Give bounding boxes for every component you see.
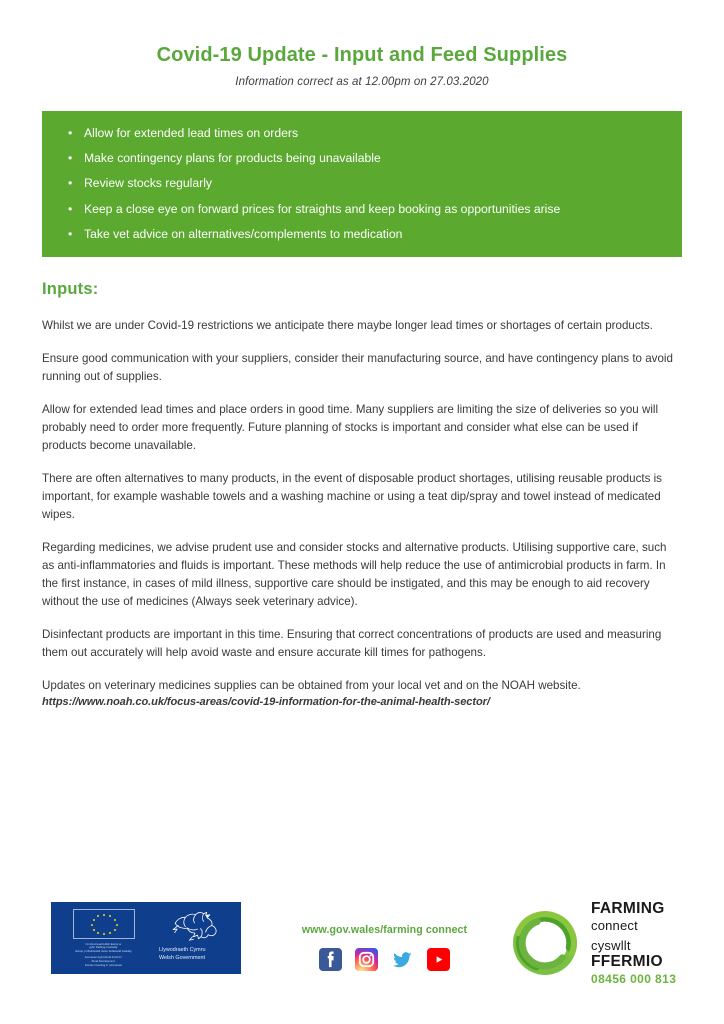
page-subtitle: Information correct as at 12.00pm on 27.03.2020 <box>235 76 489 88</box>
welsh-government-name-cy: Llywodraeth Cymru <box>159 947 206 953</box>
bullet-icon: • <box>68 151 73 166</box>
eu-caption-line: Ewrop yn Buddsoddi mewn Ardaloedd Gwledig <box>75 950 132 953</box>
facebook-icon[interactable] <box>319 948 342 971</box>
body-paragraph: Regarding medicines, we advise prudent use and consider stocks and alternative products. Utilising supportive care, such as anti-inflammatories and fluids is important. These methods will help reduce the use of antimicrobial products in farm. In the first instance, in cases of mild illness, supportive care should be instigated, and this may be enough to aid recovery without the use of medicines (Always seek veterinary advice). <box>42 540 667 608</box>
welsh-dragon-icon <box>168 908 224 942</box>
noah-website-link[interactable]: https://www.noah.co.uk/focus-areas/covid-19-information-for-the-animal-health-sector/ <box>42 695 490 708</box>
eu-caption-line: European Agricultural Fund for <box>85 956 122 960</box>
list-item <box>68 228 656 240</box>
list-item-label: Take vet advice on alternatives/complements to medication <box>84 226 403 241</box>
farming-connect-line4: FFERMIO <box>591 952 663 970</box>
social-links-block <box>282 924 487 971</box>
social-icon-row <box>282 948 487 971</box>
page-title: Covid-19 Update - Input and Feed Supplies <box>156 44 568 66</box>
bullet-icon: • <box>68 226 73 241</box>
eu-caption-line: Cronfa Amaethyddol Ewrop ar <box>85 942 122 946</box>
eu-caption-line: Rural Development: <box>91 960 116 963</box>
list-item <box>68 152 656 164</box>
body-paragraph: Allow for extended lead times and place orders in good time. Many suppliers are limiting the size of deliveries so you will probably need to order more frequently. Future planning of stocks is important and consider what else can be used if products become unavailable. <box>42 402 659 452</box>
farming-connect-logo <box>507 898 687 988</box>
key-points-list <box>68 127 656 240</box>
key-points-box <box>42 111 682 257</box>
list-item <box>68 177 656 189</box>
body-paragraph: Ensure good communication with your suppliers, consider their manufacturing source, and have contingency plans to avoid running out of supplies. <box>42 351 673 383</box>
page-footer <box>0 894 724 1024</box>
body-paragraph: Disinfectant products are important in this time. Ensuring that correct concentrations of products are used and measuring them out accurately will help avoid waste and ensure accurate kill times for pathogens. <box>42 627 662 659</box>
instagram-icon[interactable] <box>355 948 378 971</box>
welsh-government-eu-logo <box>51 902 241 974</box>
list-item <box>68 127 656 139</box>
body-paragraph: There are often alternatives to many products, in the event of disposable product shortages, utilising reusable products is important, for example washable towels and a washing machine or using a teat dip/spray and towel instead of medicated wipes. <box>42 471 662 521</box>
welsh-government-name-en: Welsh Government <box>159 955 206 962</box>
farming-connect-line3: cyswllt <box>591 937 631 953</box>
bullet-icon: • <box>68 126 73 140</box>
list-item-label: Make contingency plans for products being unavailable <box>84 151 381 166</box>
bullet-icon: • <box>68 201 73 216</box>
gov-wales-url[interactable]: www.gov.wales/farming connect <box>301 924 468 936</box>
eu-caption-line: gyfer Datblygu Gwledig: <box>89 946 118 950</box>
farming-connect-phone: 08456 000 813 <box>591 972 677 986</box>
section-heading-inputs: Inputs: <box>42 280 99 299</box>
bullet-icon: • <box>68 176 73 191</box>
body-paragraph: Whilst we are under Covid-19 restrictions we anticipate there maybe longer lead times or shortages of certain products. <box>42 319 653 333</box>
list-item-label: Review stocks regularly <box>84 176 213 191</box>
farming-connect-line1: FARMING <box>591 900 665 917</box>
list-item <box>68 203 656 215</box>
eu-caption-line: Europe investing in rural areas <box>85 963 122 967</box>
twitter-icon[interactable] <box>391 948 414 971</box>
body-paragraph: Updates on veterinary medicines supplies can be obtained from your local vet and on the NOAH website. <box>42 678 581 692</box>
eu-flag-icon <box>73 909 135 939</box>
youtube-icon[interactable] <box>427 948 450 971</box>
list-item-label: Allow for extended lead times on orders <box>84 126 299 140</box>
eu-funding-caption <box>56 943 152 971</box>
list-item-label: Keep a close eye on forward prices for straights and keep booking as opportunities arise <box>84 201 561 216</box>
farming-connect-line2: connect <box>591 917 638 933</box>
farming-connect-swirl-icon <box>507 904 583 982</box>
